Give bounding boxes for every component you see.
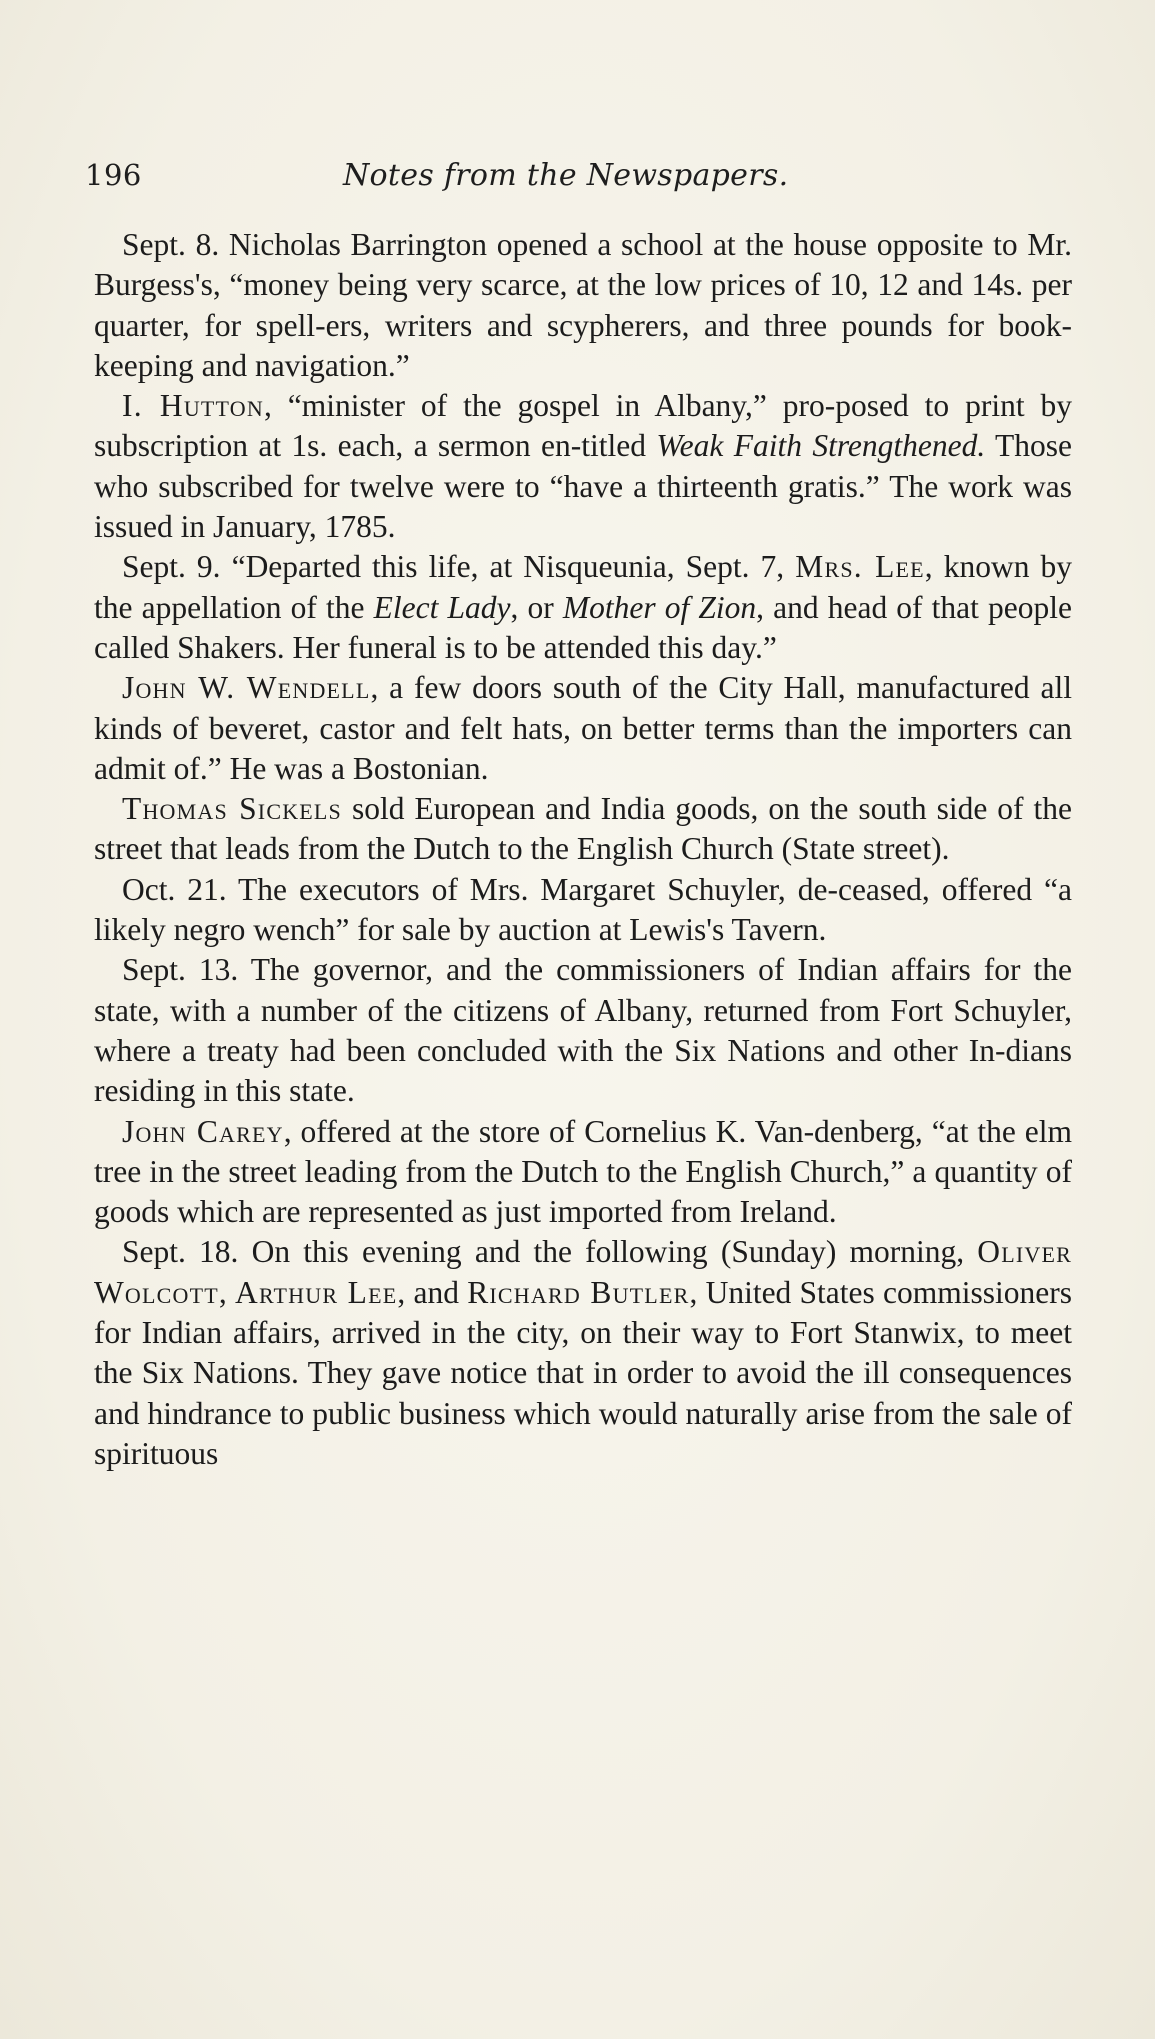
paragraph-wendell-hats: [94, 668, 1072, 789]
text-run: , and: [397, 1274, 468, 1310]
paragraph-hutton-sermon: [94, 386, 1072, 547]
text-run: Thomas Sickels: [122, 791, 342, 827]
paragraph-barrington-school: [94, 225, 1072, 386]
text-run: sold European and India goods, on the south side of the street that leads from the Dutch to the English Church (State street).: [94, 791, 1072, 867]
text-run: Sept. 18. On this evening and the following (Sunday) morning,: [122, 1234, 978, 1270]
text-run: Sept. 9. “Departed this life, at Nisqueunia, Sept. 7,: [122, 549, 796, 585]
text-run: Richard Butler: [467, 1274, 690, 1310]
paragraph-sickels-goods: [94, 789, 1072, 870]
paragraph-carey-store: [94, 1112, 1072, 1233]
text-run: John Carey: [122, 1113, 284, 1149]
paragraph-commissioners-arrival: [94, 1232, 1072, 1474]
text-run: , or: [510, 589, 563, 625]
paragraph-mrs-lee-death: [94, 547, 1072, 668]
text-run: Weak Faith Strengthened.: [656, 428, 986, 464]
running-title: Notes from the Newspapers.: [343, 158, 789, 193]
body-text: [94, 225, 1072, 1474]
text-run: Mother of Zion: [562, 589, 757, 625]
text-run: Oliver Wolcott: [94, 1234, 1072, 1310]
text-run: , offered at the store of Cornelius K. Van-denberg, “at the elm tree in the street leading from the Dutch to the English Church,” a quantity of goods which are represented as just imported from Ireland.: [94, 1113, 1073, 1230]
text-run: , a few doors south of the City Hall, manufactured all kinds of beveret, castor and felt hats, on better terms than the importers can admit of.” He was a Bostonian.: [94, 670, 1072, 786]
text-run: Sept. 8. Nicholas Barrington opened a school at the house opposite to Mr. Burgess's, “money being very scarce, at the low prices of 10, 12 and 14s. per quarter, for spell-ers, writers and scypherers, and three pounds for book-keeping and navigation.”: [94, 227, 1072, 383]
text-run: , “minister of the gospel in Albany,” pro-posed to print by subscription at 1s. each, a sermon en-titled: [94, 388, 1073, 464]
text-run: , known by the appellation of the: [94, 549, 1073, 625]
text-run: Those who subscribed for twelve were to “have a thirteenth gratis.” The work was issued in January, 1785.: [94, 428, 1072, 545]
text-run: Elect Lady: [373, 589, 511, 625]
text-run: , and head of that people called Shakers. Her funeral is to be attended this day.”: [94, 589, 1072, 665]
text-run: Sept. 13. The governor, and the commissioners of Indian affairs for the state, with a number of the citizens of Albany, returned from Fort Schuyler, where a treaty had been concluded with the Six Nations and other In-dians residing in this state.: [94, 952, 1072, 1109]
page-number: 196: [85, 158, 142, 192]
text-run: Oct. 21. The executors of Mrs. Margaret Schuyler, de-ceased, offered “a likely negro wench” for sale by auction at Lewis's Tavern.: [94, 871, 1072, 948]
text-run: I. Hutton: [122, 388, 264, 424]
text-run: Mrs. Lee: [795, 549, 925, 585]
page-header: [85, 158, 1070, 198]
text-run: ,: [218, 1274, 236, 1310]
paragraph-fort-schuyler-treaty: [94, 950, 1072, 1111]
text-run: John W. Wendell: [122, 670, 371, 706]
text-run: Arthur Lee: [235, 1274, 398, 1310]
text-run: , United States commissioners for Indian affairs, arrived in the city, on their way to Fort Stanwix, to meet the Six Nations. They gave notice that in order to avoid the ill consequences and hindrance to public business which would naturally arise from the sale of spirituous: [94, 1274, 1073, 1471]
paragraph-schuyler-auction: [94, 870, 1072, 951]
